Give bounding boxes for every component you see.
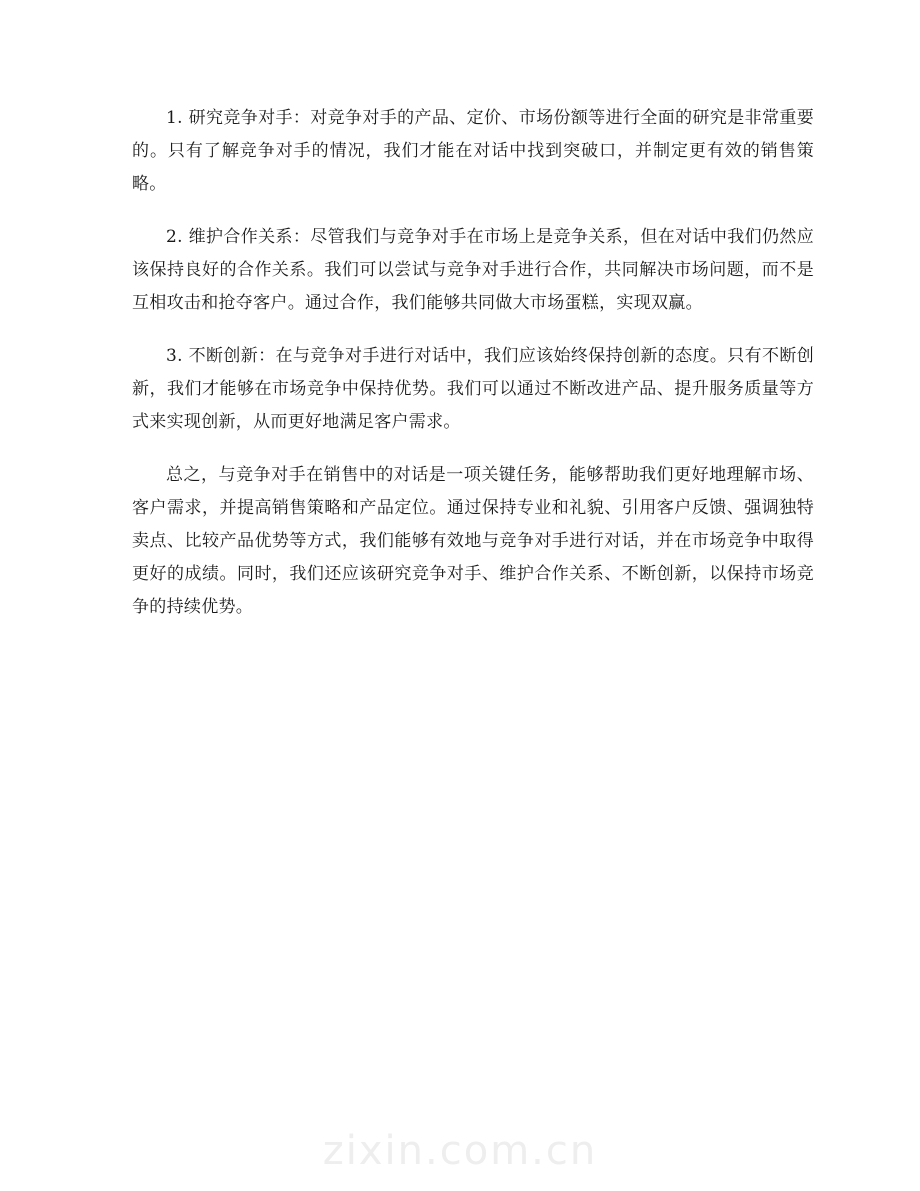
paragraph-maintain-cooperation: 2. 维护合作关系：尽管我们与竞争对手在市场上是竞争关系，但在对话中我们仍然应该保持良好的合作关系。我们可以尝试与竞争对手进行合作，共同解决市场问题，而不是互相攻击和抢夺客户。通过合作，我们能够共同做大市场蛋糕，实现双赢。 bbox=[132, 227, 814, 313]
document-body bbox=[132, 102, 814, 644]
watermark: zixin.com.cn bbox=[322, 1128, 598, 1174]
paragraph-research-competitors: 1. 研究竞争对手：对竞争对手的产品、定价、市场份额等进行全面的研究是非常重要的。只有了解竞争对手的情况，我们才能在对话中找到突破口，并制定更有效的销售策略。 bbox=[132, 108, 814, 194]
paragraph-continuous-innovation: 3. 不断创新：在与竞争对手进行对话中，我们应该始终保持创新的态度。只有不断创新，我们才能够在市场竞争中保持优势。我们可以通过不断改进产品、提升服务质量等方式来实现创新，从而更好地满足客户需求。 bbox=[132, 346, 814, 432]
paragraph-conclusion: 总之，与竞争对手在销售中的对话是一项关键任务，能够帮助我们更好地理解市场、客户需求，并提高销售策略和产品定位。通过保持专业和礼貌、引用客户反馈、强调独特卖点、比较产品优势等方式，我们能够有效地与竞争对手进行对话，并在市场竞争中取得更好的成绩。同时，我们还应该研究竞争对手、维护合作关系、不断创新，以保持市场竞争的持续优势。 bbox=[132, 465, 814, 617]
